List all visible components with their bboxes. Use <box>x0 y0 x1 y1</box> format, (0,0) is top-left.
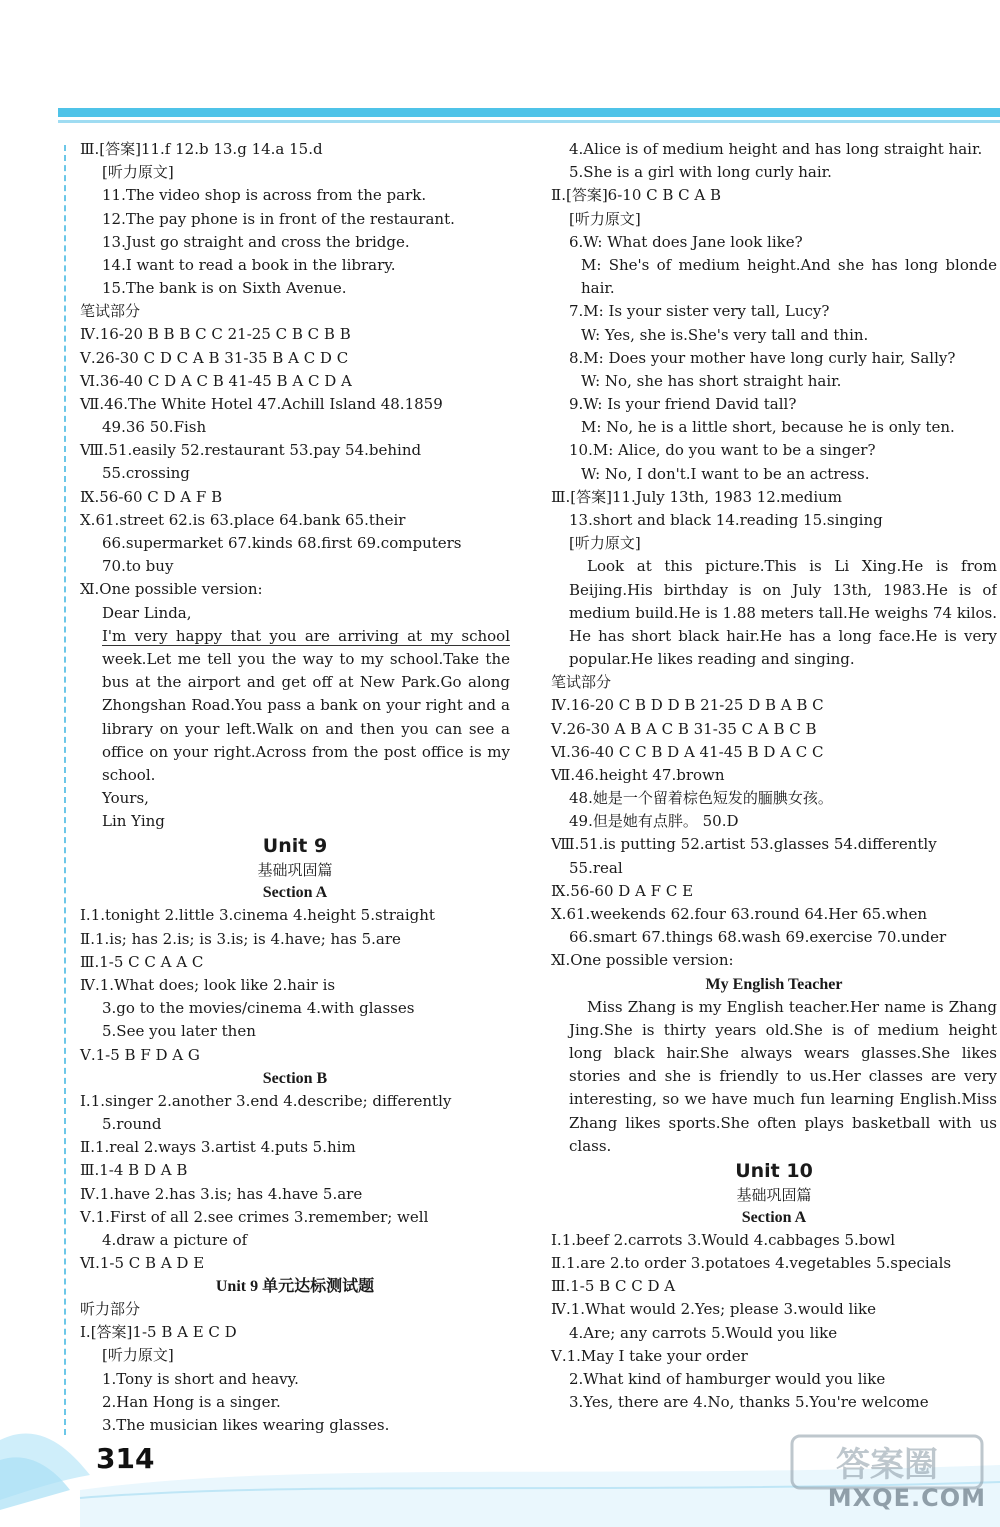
text-line: bus at the airport and get off at New Park.Go along <box>102 673 510 692</box>
text-line: Zhang likes sports.She often plays basketball with us <box>569 1113 997 1132</box>
section-heading: Section B <box>262 1069 328 1087</box>
text-line: interesting, so we have much fun learning English.Miss <box>569 1090 997 1109</box>
subsection-heading: 基础巩固篇 <box>736 1185 812 1204</box>
text-line: hair. <box>581 279 615 298</box>
text-line: 5.round <box>102 1114 162 1133</box>
text-line: long black hair.She always wears glasses.She likes <box>569 1043 997 1062</box>
text-line: Ⅷ.51.easily 52.restaurant 53.pay 54.behind <box>80 441 422 460</box>
text-line: Look at this picture.This is Li Xing.He is from <box>587 557 997 576</box>
text-line: Ⅴ.1.First of all 2.see crimes 3.remember; well <box>80 1207 429 1226</box>
text-line: Ⅴ.1-5 B F D A G <box>80 1045 200 1064</box>
text-line: Ⅶ.46.The White Hotel 47.Achill Island 48.1859 <box>80 394 443 413</box>
text-line: 13.short and black 14.reading 15.singing <box>569 511 883 529</box>
text-line: Ⅵ.1-5 C B A D E <box>80 1254 205 1273</box>
text-line: Jing.She is thirty years old.She is of medium height <box>569 1020 997 1039</box>
text-line: 11.The video shop is across from the park. <box>102 186 427 205</box>
text-line: school. <box>102 765 156 784</box>
subsection-heading: 基础巩固篇 <box>257 861 333 880</box>
text-line: 7.M: Is your sister very tall, Lucy? <box>569 302 830 321</box>
part-heading: 笔试部分 <box>80 302 141 321</box>
text-line: Ⅱ.1.are 2.to order 3.potatoes 4.vegetables 5.specials <box>551 1254 952 1273</box>
text-line: 5.See you later then <box>102 1022 256 1041</box>
text-line: 3.go to the movies/cinema 4.with glasses <box>102 999 415 1018</box>
text-line: Ⅳ.16-20 B B B C C 21-25 C B C B B <box>80 325 351 344</box>
text-line: Dear Linda, <box>102 603 192 622</box>
text-line: Ⅵ.36-40 C C B D A 41-45 B D A C C <box>551 742 824 761</box>
text-line: Ⅳ.1.have 2.has 3.is; has 4.have 5.are <box>80 1184 363 1203</box>
text-line: 5.She is a girl with long curly hair. <box>569 163 832 182</box>
text-line: W: No, I don't.I want to be an actress. <box>581 464 870 483</box>
text-line: He has short black hair.He has a long face.He is very <box>569 626 997 645</box>
underlined-text: I'm very happy that you are arriving at my school <box>102 627 510 648</box>
text-line: 70.to buy <box>102 557 174 576</box>
text-line: 4.Are; any carrots 5.Would you like <box>569 1323 838 1342</box>
right-column <box>551 138 997 1414</box>
text-line: 2.What kind of hamburger would you like <box>569 1370 886 1388</box>
text-line: [听力原文] <box>102 1346 174 1365</box>
text-line: Ⅲ.1-4 B D A B <box>80 1161 188 1180</box>
text-line: M: She's of medium height.And she has long blonde <box>581 255 997 274</box>
text-line: Ⅱ.[答案]6-10 C B C A B <box>551 186 722 205</box>
text-line: 9.W: Is your friend David tall? <box>569 395 797 414</box>
text-line: Ⅸ.56-60 D A F C E <box>551 881 694 900</box>
watermark-text: MXQE.COM <box>827 1484 986 1512</box>
text-line: Ⅲ.[答案]11.f 12.b 13.g 14.a 15.d <box>80 140 323 158</box>
text-line: Ⅰ.1.tonight 2.little 3.cinema 4.height 5.straight <box>80 906 435 925</box>
text-line: Ⅹ.61.weekends 62.four 63.round 64.Her 65.when <box>551 905 928 923</box>
text-line: 55.real <box>569 858 623 877</box>
text-line: [听力原文] <box>569 209 641 228</box>
text-line: Zhongshan Road.You pass a bank on your right and a <box>102 696 510 715</box>
title-heading: Unit 9 单元达标测试题 <box>215 1278 375 1296</box>
text-line: Ⅳ.1.What would 2.Yes; please 3.would like <box>551 1300 877 1319</box>
text-line: W: Yes, she is.She's very tall and thin. <box>581 325 869 344</box>
text-line: Ⅺ.One possible version: <box>551 951 734 970</box>
left-column <box>80 138 510 1437</box>
text-line: week.Let me tell you the way to my school.Take the <box>102 649 510 668</box>
text-line: Ⅲ.1-5 C C A A C <box>80 952 204 971</box>
text-line: stories and she is friendly to us.Her classes are very <box>569 1067 997 1086</box>
text-line: 14.I want to read a book in the library. <box>102 255 396 274</box>
text-line: M: No, he is a little short, because he is only ten. <box>581 418 955 437</box>
text-line: Ⅱ.1.is; has 2.is; is 3.is; is 4.have; has 5.are <box>80 929 401 948</box>
text-line: 3.Yes, there are 4.No, thanks 5.You're welcome <box>569 1393 929 1412</box>
text-line: [听力原文] <box>102 163 174 182</box>
text-line: Yours, <box>102 789 149 808</box>
text-line: Ⅲ.1-5 B C C D A <box>551 1277 676 1296</box>
text-line: Ⅴ.26-30 A B A C B 31-35 C A B C B <box>551 719 817 738</box>
header-bar <box>58 108 1000 117</box>
text-line: 48.她是一个留着棕色短发的腼腆女孩。 <box>569 789 833 808</box>
text-line: Beijing.His birthday is on July 13th, 1983.He is of <box>569 580 997 599</box>
text-line: 66.supermarket 67.kinds 68.first 69.computers <box>102 534 462 552</box>
text-line: Ⅴ.26-30 C D C A B 31-35 B A C D C <box>80 348 349 367</box>
text-line: library on your left.Walk on and then you can see a <box>102 719 510 738</box>
text-line: 8.M: Does your mother have long curly hair, Sally? <box>569 348 956 367</box>
part-heading: 听力部分 <box>80 1300 141 1319</box>
text-line: Ⅱ.1.real 2.ways 3.artist 4.puts 5.him <box>80 1138 356 1157</box>
text-line: 12.The pay phone is in front of the restaurant. <box>102 209 455 228</box>
text-line: 66.smart 67.things 68.wash 69.exercise 70.under <box>569 928 947 947</box>
section-heading: Section A <box>262 884 328 902</box>
text-line: Ⅹ.61.street 62.is 63.place 64.bank 65.their <box>80 510 406 529</box>
text-line: Ⅳ.1.What does; look like 2.hair is <box>80 976 336 994</box>
text-line <box>80 625 510 648</box>
text-line: Ⅷ.51.is putting 52.artist 53.glasses 54.differently <box>551 835 937 854</box>
text-line: 49.36 50.Fish <box>102 418 207 437</box>
text-line: 49.但是她有点胖。 50.D <box>569 812 739 831</box>
text-line: popular.He likes reading and singing. <box>569 650 855 669</box>
unit-heading: Unit 9 <box>262 835 328 858</box>
text-line: Ⅳ.16-20 C B D D B 21-25 D B A B C <box>551 696 824 715</box>
unit-heading: Unit 10 <box>735 1159 813 1182</box>
page-number: 314 <box>96 1442 155 1475</box>
text-line: Ⅵ.36-40 C D A C B 41-45 B A C D A <box>80 371 352 390</box>
text-line: 4.Alice is of medium height and has long straight hair. <box>569 140 983 158</box>
text-line: 13.Just go straight and cross the bridge. <box>102 232 410 251</box>
title-heading: My English Teacher <box>705 975 843 993</box>
text-line: Ⅺ.One possible version: <box>80 580 263 599</box>
text-line: Ⅰ.[答案]1-5 B A E C D <box>80 1323 237 1342</box>
text-line: 2.Han Hong is a singer. <box>102 1392 281 1411</box>
text-line: [听力原文] <box>569 534 641 553</box>
part-heading: 笔试部分 <box>551 673 612 692</box>
text-line: 15.The bank is on Sixth Avenue. <box>102 279 347 298</box>
text-line: medium build.He is 1.88 meters tall.He weighs 74 kilos. <box>569 603 997 622</box>
text-line: 6.W: What does Jane look like? <box>569 232 803 251</box>
text-line: class. <box>569 1136 612 1155</box>
section-heading: Section A <box>741 1208 807 1226</box>
text-line: 4.draw a picture of <box>102 1230 248 1249</box>
text-line: 1.Tony is short and heavy. <box>102 1369 299 1388</box>
header-bar-thin <box>58 120 1000 123</box>
text-line: W: No, she has short straight hair. <box>581 371 842 390</box>
text-line: Ⅸ.56-60 C D A F B <box>80 487 223 506</box>
text-line: Ⅶ.46.height 47.brown <box>551 765 725 784</box>
text-line: 10.M: Alice, do you want to be a singer? <box>569 441 876 460</box>
text-line: 3.The musician likes wearing glasses. <box>102 1416 390 1434</box>
text-line: Ⅰ.1.beef 2.carrots 3.Would 4.cabbages 5.bowl <box>551 1230 896 1249</box>
text-line: Ⅲ.[答案]11.July 13th, 1983 12.medium <box>551 487 842 506</box>
text-line: Ⅴ.1.May I take your order <box>551 1346 748 1365</box>
text-line: 55.crossing <box>102 464 190 483</box>
text-line: office on your right.Across from the post office is my <box>102 742 510 761</box>
margin-dashed-line <box>64 145 66 1435</box>
text-line: Miss Zhang is my English teacher.Her name is Zhang <box>587 997 997 1016</box>
svg-text:答案圈: 答案圈 <box>836 1445 938 1485</box>
text-line: Ⅰ.1.singer 2.another 3.end 4.describe; differently <box>80 1091 452 1110</box>
text-line: Lin Ying <box>102 812 165 831</box>
